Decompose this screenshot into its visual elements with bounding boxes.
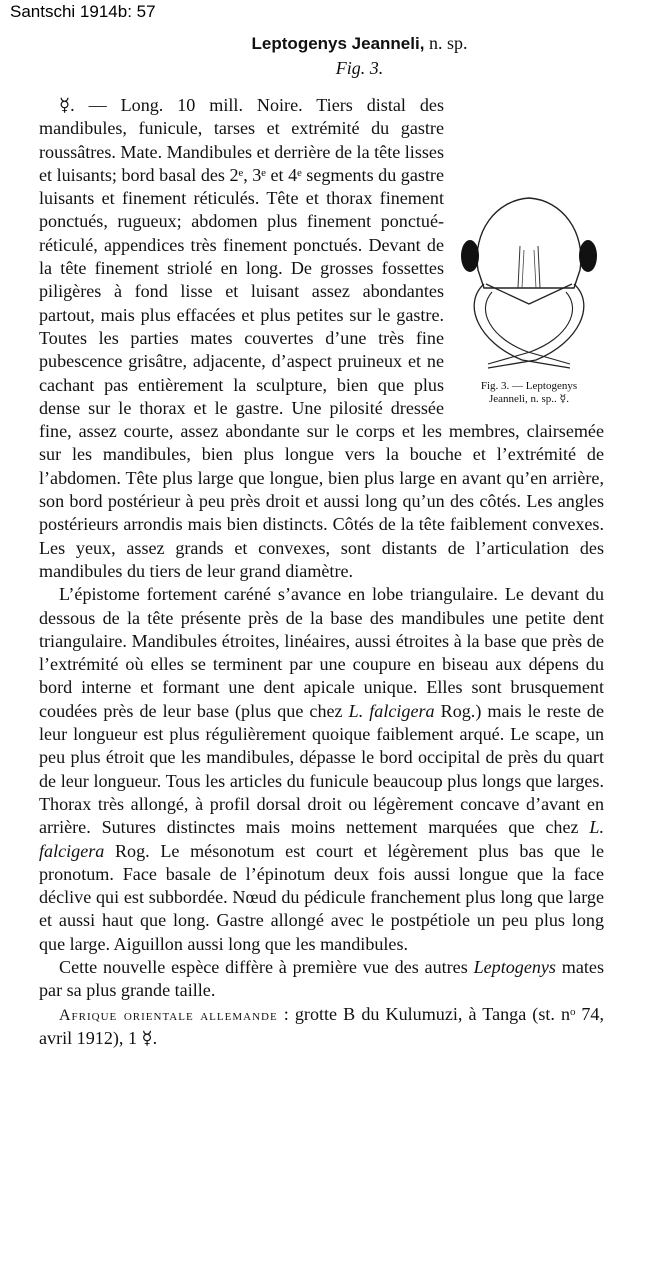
figure-caption-line-2: Jeanneli, n. sp.. ☿. (488, 393, 570, 405)
species-status: n. sp. (428, 33, 468, 53)
antennal-scapes (522, 250, 536, 288)
paragraph-morphology-part-1: L’épistome fortement caréné s’avance en lobe triangulaire. Le devant du dessous de la tête présente près de la base des mandibules une petite dent triangulaire. Mandibules étroites, linéaires, aussi étroites à la base que près de l’extrémité où elles se terminent par une coupure en biseau aux dépens du bord interne et formant une dent apicale unique. Elles sont brusquement coudées près de leur base (plus que chez (39, 584, 604, 721)
clypeus-edge (486, 284, 572, 304)
species-reference-falcigera-1: L. falcigera (348, 700, 435, 721)
paragraph-comparison (39, 956, 604, 1003)
right-eye (579, 240, 597, 272)
citation-header: Santschi 1914b: 57 (10, 2, 156, 21)
left-eye (461, 240, 479, 272)
figure-reference-label: Fig. 3. (335, 58, 384, 78)
paragraph-morphology-part-2: Rog.) mais le reste de leur longueur est plus régulièrement quoique faiblement arqué. Le scape, un peu plus étroit que les mandibules, dépasse le bord occipital de près du quart de leur longueur. Tous les articles du funicule beaucoup plus longs que larges. Thorax très allongé, à profil dorsal droit ou légèrement concave d’avant en arrière. Sutures distinctes mais moins nettement marquées que chez (39, 700, 605, 838)
figure-3 (454, 94, 604, 405)
genus-reference: Leptogenys (473, 956, 556, 977)
locality-details: : grotte B du Kulumuzi, à Tanga (st. nᵒ 74, avril 1912), 1 ☿. (39, 1003, 604, 1048)
paragraph-description: ☿. — Long. 10 mill. Noire. Tiers distal des mandibules, funicule, tarses et extrémité du gastre roussâtres. Mate. Mandibules et derrière de la tête lisses et luisants; bord basal des 2ᵉ, 3ᵉ et 4ᵉ segments du gastre luisants et finement réticulés. Tête et thorax finement ponctués, rugueux; abdomen plus finement ponctué-réticulé, appendices très finement ponctués. Devant de la tête finement striolé en long. De grosses fossettes piligères à fond lisse et luisant assez abondantes partout, mais plus effacées et plus petites sur le gastre. Toutes les parties mates couvertes d’une très fine pubescence grisâtre, adjacente, d’aspect pruineux et ne cachant pas entièrement la sculpture, bien que plus dense sur le thorax et le gastre. Une pilosité dressée fine, assez courte, assez abondante sur le corps et les membres, clairsemée sur les mandibules, bien plus longue vers la bouche et l’extrémité de l’abdomen. Tête plus large que longue, bien plus large en avant qu’en arrière, son bord postérieur à peu près droit et aussi long qu’un des côtés. Les angles postérieurs arrondis mais bien distincts. Côtés de la tête faiblement convexes. Les yeux, assez grands et convexes, sont distants de l’articulation des mandibules du tiers de leur grand diamètre. (39, 95, 604, 581)
description-body (39, 94, 604, 1050)
paragraph-comparison-part-2: mates par sa plus grande taille. (39, 956, 604, 1001)
species-name: Leptogenys Jeanneli, (251, 34, 425, 53)
paragraph-morphology (39, 583, 604, 956)
figure-reference (0, 58, 663, 79)
locality-region: Afrique orientale allemande (59, 1006, 278, 1024)
figure-caption (454, 380, 604, 406)
head-outline (477, 198, 581, 288)
paragraph-morphology-part-3: Rog. Le mésonotum est court et légèrement plus bas que le pronotum. Face basale de l’épinotum deux fois aussi longue que la face déclive qui est subbordée. Nœud du pédicule franchement plus long que large et aussi haut que long. Gastre allongé avec le postpétiole un peu plus long que large. Aiguillon aussi long que les mandibules. (39, 840, 604, 954)
paragraph-locality (39, 1003, 604, 1051)
paragraph-comparison-part-1: Cette nouvelle espèce diffère à première vue des autres (59, 956, 474, 977)
figure-caption-line-1: Fig. 3. — Leptogenys (480, 380, 578, 392)
species-title (0, 33, 663, 54)
ant-head-illustration (458, 192, 600, 372)
frontal-carinae (518, 246, 540, 288)
species-reference-falcigera-2: L. falcigera (39, 817, 604, 861)
